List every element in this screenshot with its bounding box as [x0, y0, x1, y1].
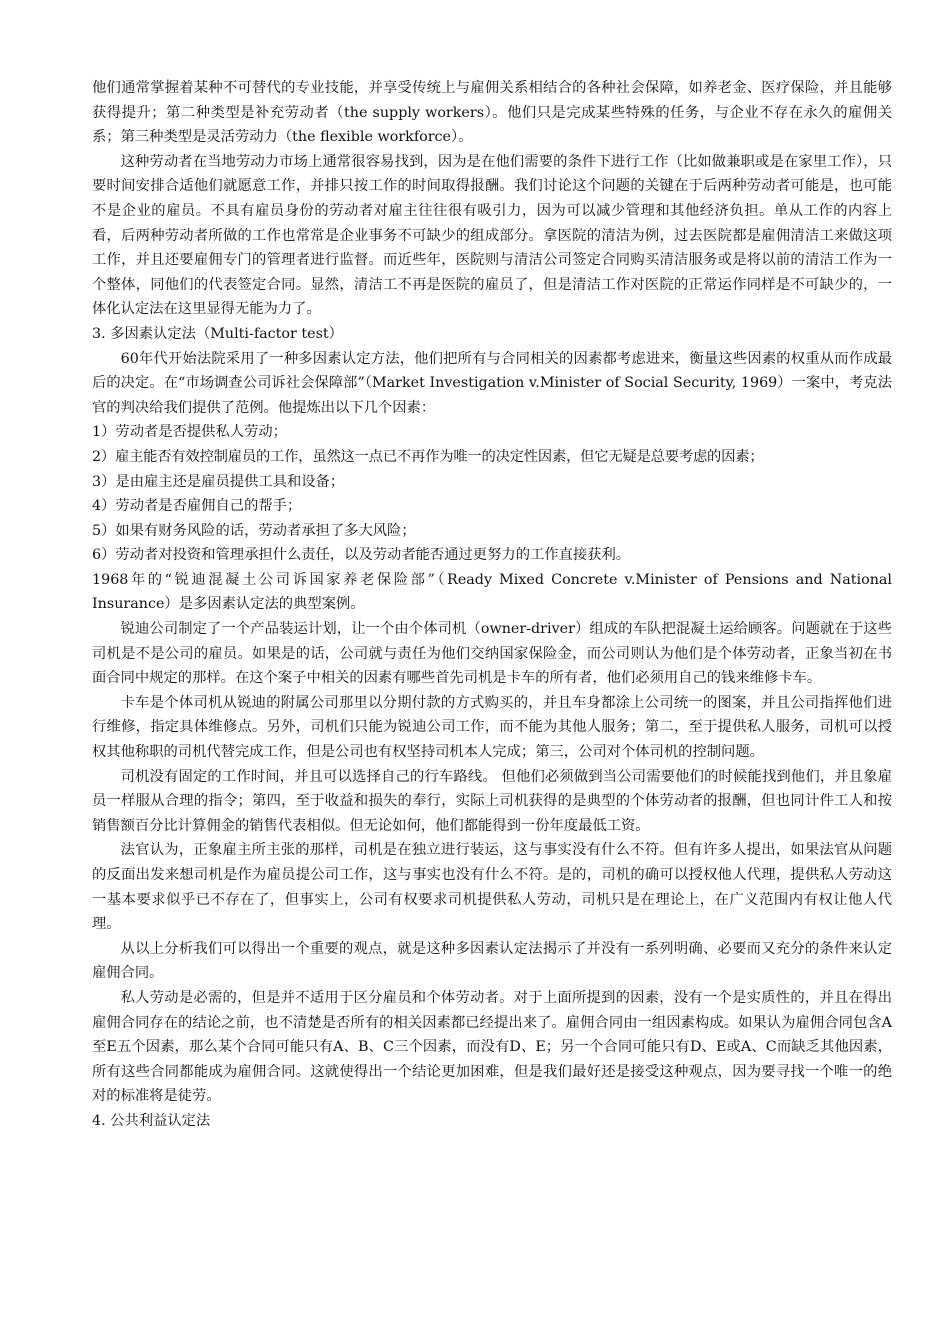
factor-list-item-3: 3）是由雇主还是雇员提供工具和设备；	[92, 473, 345, 490]
factor-list-item-2: 2）雇主能否有效控制雇员的工作，虽然这一点已不再作为唯一的决定性因素，但它无疑是总要考虑的因素；	[92, 448, 764, 465]
paragraph-conclusion: 从以上分析我们可以得出一个重要的观点，就是这种多因素认定法揭示了并没有一系列明确、必要而又充分的条件来认定雇佣合同。	[92, 940, 892, 982]
paragraph-local-labor: 这种劳动者在当地劳动力市场上通常很容易找到，因为是在他们需要的条件下进行工作（比如做兼职或是在家里工作），只要时间安排合适他们就愿意工作，并排只按工作的时间取得报酬。我们讨论这个问题的关键在于后两种劳动者可能是，也可能不是企业的雇员。不具有雇员身份的劳动者对雇主往往很有吸引力，因为可以减少管理和其他经济负担。单从工作的内容上看，后两种劳动者所做的工作也常常是企业事务不可缺少的组成部分。拿医院的清洁为例，过去医院都是雇佣清洁工来做这项工作，并且还要雇佣专门的管理者进行监督。而近些年，医院则与清洁公司签定合同购买清洁服务或是将以前的清洁工作为一个整体，同他们的代表签定合同。显然，清洁工不再是医院的雇员了，但是清洁工作对医院的正常运作同样是不可缺少的，一体化认定法在这里显得无能为力了。	[92, 153, 892, 318]
paragraph-intro-cont: 他们通常掌握着某种不可替代的专业技能，并享受传统上与雇佣关系相结合的各种社会保障，如养老金、医疗保险，并且能够获得提升；第二种类型是补充劳动者（the supply workers）。他们只是完成某些特殊的任务，与企业不存在永久的雇佣关系；第三种类型是灵活劳动力（the flexible workforce）。	[92, 80, 892, 146]
paragraph-driver-hours: 司机没有固定的工作时间，并且可以选择自己的行车路线。 但他们必须做到当公司需要他们的时候能找到他们，并且象雇员一样服从合理的指令；第四，至于收益和损失的奉行，实际上司机获得的是典型的个体劳动者的报酬，但也同计件工人和按销售额百分比计算佣金的销售代表相似。但无论如何，他们都能得到一份年度最低工资。	[92, 768, 892, 834]
paragraph-judge-view: 法官认为，正象雇主所主张的那样，司机是在独立进行装运，这与事实没有什么不符。但有许多人提出，如果法官从问题的反面出发来想司机是作为雇员提公司工作，这与事实也没有什么不符。是的，司机的确可以授权他人代理，提供私人劳动这一基本要求似乎已不存在了，但事实上，公司有权要求司机提供私人劳动，司机只是在理论上，在广义范围内有权让他人代理。	[92, 842, 892, 933]
paragraph-ready-mixed-case: 1968年的“锐迪混凝土公司诉国家养老保险部”（Ready Mixed Concrete v.Minister of Pensions and National Insurance）是多因素认定法的典型案例。	[92, 571, 892, 613]
paragraph-ready-plan: 锐迪公司制定了一个产品装运计划，让一个由个体司机（owner-driver）组成的车队把混凝土运给顾客。问题就在于这些司机是不是公司的雇员。如果是的话，公司就与责任为他们交纳国家保险金，而公司则认为他们是个体劳动者，正象当初在书面合同中规定的那样。在这个案子中相关的因素有哪些首先司机是卡车的所有者，他们必须用自己的钱来维修卡车。	[92, 621, 892, 687]
factor-list-item-1: 1）劳动者是否提供私人劳动；	[92, 424, 287, 441]
paragraph-truck-purchase: 卡车是个体司机从锐迪的附属公司那里以分期付款的方式购买的，并且车身都涂上公司统一的图案，并且公司指挥他们进行维修，指定具体维修点。另外，司机们只能为锐迪公司工作，而不能为其他人服务；第二，至于提供私人服务，司机可以授权其他称职的司机代替完成工作，但是公司也有权坚持司机本人完成；第三，公司对个体司机的控制问题。	[92, 694, 892, 761]
factor-list-item-5: 5）如果有财务风险的话，劳动者承担了多大风险；	[92, 522, 416, 539]
document-page	[92, 76, 892, 1134]
paragraph-private-labor: 私人劳动是必需的，但是并不适用于区分雇员和个体劳动者。对于上面所提到的因素，没有一个是实质性的，并且在得出雇佣合同存在的结论之前，也不清楚是否所有的相关因素都已经提出来了。雇佣合同由一组因素构成。如果认为雇佣合同包含A至E五个因素，那么某个合同可能只有A、B、C三个因素，而没有D、E；另一个合同可能只有D、E或A、C而缺乏其他因素，所有这些合同都能成为雇佣合同。这就使得出一个结论更加困难，但是我们最好还是接受这种观点，因为要寻找一个唯一的绝对的标准将是徒劳。	[92, 989, 892, 1105]
section-heading-multi-factor: 3. 多因素认定法（Multi-factor test）	[92, 325, 343, 342]
factor-list-item-6: 6）劳动者对投资和管理承担什么责任，以及劳动者能否通过更努力的工作直接获利。	[92, 547, 631, 564]
paragraph-sixties-method: 60年代开始法院采用了一种多因素认定方法，他们把所有与合同相关的因素都考虑进来，衡量这些因素的权重从而作成最后的决定。在“市场调查公司诉社会保障部”（Market Investigation v.Minister of Social Security, 1969）一案中，考克法官的判决给我们提供了范例。他提炼出以下几个因素：	[92, 350, 892, 416]
section-heading-public-interest: 4. 公共利益认定法	[92, 1112, 211, 1129]
factor-list-item-4: 4）劳动者是否雇佣自己的帮手；	[92, 498, 302, 515]
